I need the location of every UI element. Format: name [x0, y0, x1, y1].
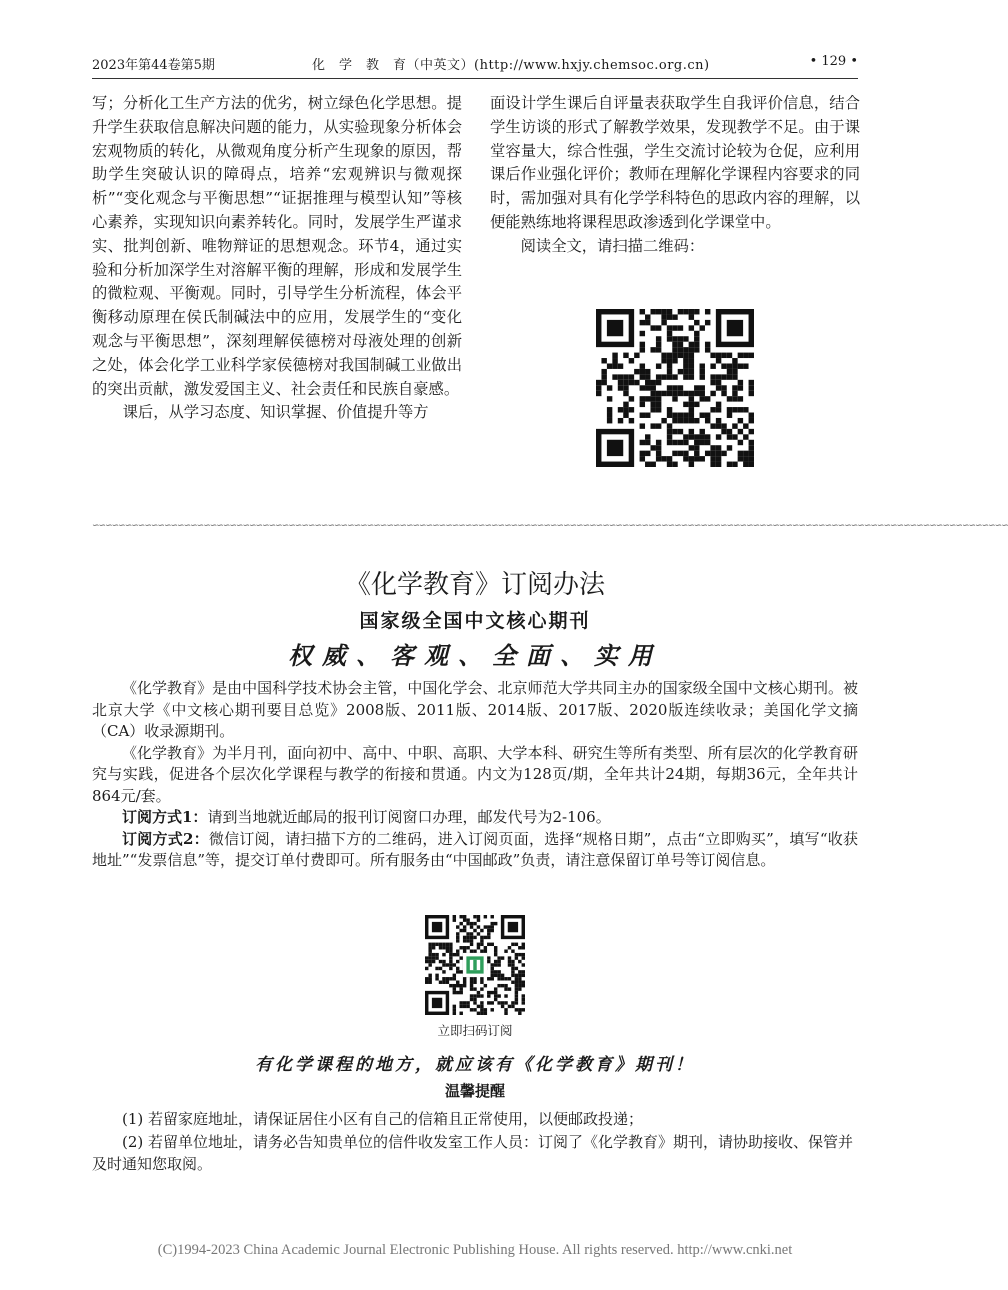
subscription-paragraph: 《化学教育》是由中国科学技术协会主管，中国化学会、北京师范大学共同主办的国家级全国中文核心期刊。被北京大学《中文核心期刊要目总览》2008版、2011版、2014版、2017版、2020版连续收录；美国化学文摘（CA）收录源期刊。: [92, 679, 858, 740]
tips-title: 温馨提醒: [444, 1082, 505, 1100]
issue-info: 2023年第44卷第5期: [92, 58, 215, 73]
tip-item: (2) 若留单位地址，请务必告知贵单位的信件收发室工作人员：订阅了《化学教育》期刊，请协助接收、保管并及时通知您取阅。: [92, 1132, 854, 1173]
page-header: [92, 54, 858, 74]
journal-name: 化 学 教 育（中英文）(http://www.hxjy.chemsoc.org.cn): [312, 58, 710, 73]
subscribe-qr-code[interactable]: [425, 915, 525, 1015]
subscription-title: 《化学教育》订阅办法: [344, 570, 605, 600]
method-label: 订阅方式2：: [122, 829, 209, 848]
article-paragraph: 课后，从学习态度、知识掌握、价值提升等方: [122, 403, 429, 422]
subscription-subtitle: 国家级全国中文核心期刊: [359, 610, 591, 632]
method-label: 订阅方式1：: [122, 808, 208, 826]
article-paragraph: 面设计学生课后自评量表获取学生自我评价信息，结合学生访谈的形式了解教学效果，发现教学不足。由于课堂容量大，综合性强，学生交流讨论较为仓促，应利用课后作业强化评价；教师在理解化学课程内容要求的同时，需加强对具有化学学科特色的思政内容的理解，以便能熟练地将课程思政渗透到化学课堂中。: [490, 94, 860, 231]
subscription-method-1: [92, 807, 858, 829]
qr-caption: 立即扫码订阅: [437, 1023, 513, 1038]
article-left-column: [92, 92, 462, 425]
decorative-divider: ∽∽∽∽∽∽∽∽∽∽∽∽∽∽∽∽∽∽∽∽∽∽∽∽∽∽∽∽∽∽∽∽∽∽∽∽∽∽∽∽∽∽∽∽∽∽∽∽∽∽∽∽∽∽∽∽∽∽∽∽∽∽∽∽∽∽∽∽∽∽∽∽∽∽∽∽∽∽∽∽∽∽∽∽∽∽∽∽∽∽∽∽∽∽∽∽∽∽∽∽∽∽∽∽∽∽∽∽∽∽∽∽∽∽∽∽∽∽∽∽∽∽∽∽∽∽∽∽∽∽∽∽∽∽∽∽∽∽∽∽: [92, 521, 1008, 531]
method-text: 微信订阅，请扫描下方的二维码，进入订阅页面，选择“规格日期”，点击“立即购买”，填写“收获地址”“发票信息”等，提交订单付费即可。所有服务由“中国邮政”负责，请注意保留订单号等订阅信息。: [92, 829, 858, 869]
subscription-body: [92, 678, 858, 872]
full-text-qr-code[interactable]: [596, 309, 754, 467]
subscription-method-2: [92, 829, 858, 872]
subscription-paragraph: 《化学教育》为半月刊，面向初中、高中、中职、高职、大学本科、研究生等所有类型、所有层次的化学教育研究与实践，促进各个层次化学课程与教学的衔接和贯通。内文为128页/期，全年共计24期，每期36元，全年共计864元/套。: [92, 743, 858, 805]
tip-item: (1) 若留家庭地址，请保证居住小区有自己的信箱且正常使用，以便邮政投递；: [122, 1110, 644, 1128]
article-right-column: [490, 92, 860, 259]
subscription-slogan: 权威、客观、全面、实用: [288, 641, 662, 670]
header-rule: [92, 78, 858, 79]
journal-motto: 有化学课程的地方，就应该有《化学教育》期刊！: [255, 1055, 695, 1075]
page-number: • 129 •: [809, 54, 858, 69]
tips-list: [92, 1108, 858, 1176]
article-paragraph: 写；分析化工生产方法的优劣，树立绿色化学思想。提升学生获取信息解决问题的能力，从实验现象分析体会宏观物质的转化，从微观角度分析产生现象的原因，帮助学生突破认识的障碍点，培养“宏观辨识与微观探析”“变化观念与平衡思想”“证据推理与模型认知”等核心素养，实现知识向素养转化。同时，发展学生严谨求实、批判创新、唯物辩证的思想观念。环节4，通过实验和分析加深学生对溶解平衡的理解，形成和发展学生的微粒观、平衡观。同时，引导学生分析流程，体会平衡移动原理在侯氏制碱法中的应用，发展学生的“变化观念与平衡思想”，深刻理解侯德榜对母液处理的创新之处，体会化学工业科学家侯德榜对我国制碱工业做出的突出贡献，激发爱国主义、社会责任和民族自豪感。: [92, 94, 462, 398]
qr-prompt: 阅读全文，请扫描二维码：: [520, 236, 705, 255]
copyright-footer: (C)1994-2023 China Academic Journal Electronic Publishing House. All rights reserved. http://www.cnki.net: [157, 1242, 793, 1258]
method-text: 请到当地就近邮局的报刊订阅窗口办理，邮发代号为2-106。: [207, 808, 611, 826]
